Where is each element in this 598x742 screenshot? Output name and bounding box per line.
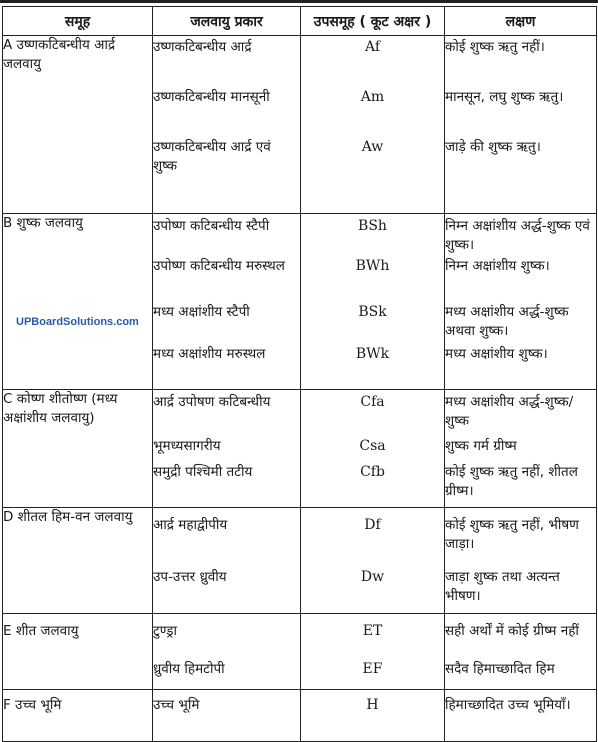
climate-code: Cfa [360,394,385,410]
climate-code: Dw [360,569,385,585]
header-code: उपसमूह ( कूट अक्षर ) [301,7,445,36]
climate-type-cell [153,390,301,508]
group-name: F उच्च भूमि [3,690,153,742]
feature-cell [445,36,597,214]
climate-code: ET [362,623,383,639]
table-row-group-a [3,36,597,214]
climate-feature: मध्य अक्षांशीय अर्द्ध-शुष्क अथवा शुष्क। [445,304,569,339]
table-row-group-d [3,508,597,614]
climate-code: H [366,697,379,713]
table-row-group-c [3,390,597,508]
group-name: B शुष्क जलवायु [3,214,153,390]
header-features: लक्षण [445,7,597,36]
code-cell [301,508,445,614]
watermark: UPBoardSolutions.com [16,316,139,328]
group-name: C कोष्ण शीतोष्ण (मध्य अक्षांशीय जलवायु) [3,390,153,508]
climate-type-cell [153,690,301,742]
group-name: A उष्णकटिबन्धीय आर्द्र जलवायु [3,36,153,214]
header-climate-type: जलवायु प्रकार [153,7,301,36]
climate-type: उच्च भूमि [153,697,200,713]
climate-type-cell [153,614,301,690]
climate-type: टुण्ड्रा [153,623,177,639]
climate-code: EF [362,661,383,677]
top-rule [0,0,598,3]
climate-code: Cfb [360,464,385,480]
header-group: समूह [3,7,153,36]
climate-feature: शुष्क गर्म ग्रीष्म [445,438,517,454]
climate-code: Am [360,89,385,105]
climate-feature: कोई शुष्क ऋतु नहीं। [445,39,545,55]
climate-feature: सदैव हिमाच्छादित हिम [445,661,555,677]
climate-type-cell [153,214,301,390]
climate-feature: मानसून, लघु शुष्क ऋतु। [445,89,564,105]
climate-feature: जाड़े की शुष्क ऋतु। [445,139,541,155]
climate-type: मध्य अक्षांशीय स्टैपी [153,304,250,320]
climate-feature: कोई शुष्क ऋतु नहीं, भीषण जाड़ा। [445,517,579,552]
table-row-group-b [3,214,597,390]
climate-classification-table [2,6,597,742]
climate-type: भूमध्यसागरीय [153,438,221,454]
feature-cell [445,214,597,390]
code-cell [301,690,445,742]
climate-type: उष्णकटिबन्धीय आर्द्र एवं शुष्क [153,139,271,174]
climate-feature: निम्न अक्षांशीय अर्द्ध-शुष्क एवं शुष्क। [445,218,590,253]
code-cell [301,614,445,690]
climate-code: Csa [359,438,386,454]
climate-feature: सही अर्थों में कोई ग्रीष्म नहीं [445,623,579,639]
climate-type: समुद्री पश्चिमी तटीय [153,464,253,480]
climate-type: आर्द्र उपोषण कटिबन्धीय [153,394,271,410]
climate-feature: हिमाच्छादित उच्च भूमियाँ। [445,697,571,713]
feature-cell [445,690,597,742]
climate-code: Aw [361,139,384,155]
group-name: D शीतल हिम-वन जलवायु [3,508,153,614]
group-name: E शीत जलवायु [3,614,153,690]
climate-code: BWh [355,258,390,274]
climate-type: उपोष्ण कटिबन्धीय स्टैपी [153,218,270,234]
code-cell [301,214,445,390]
code-cell [301,390,445,508]
climate-code: BSk [358,304,387,320]
climate-code: Af [364,39,381,55]
climate-type: मध्य अक्षांशीय मरुस्थल [153,346,266,362]
climate-type: ध्रुवीय हिमटोपी [153,661,225,677]
climate-type: उष्णकटिबन्धीय मानसूनी [153,89,270,105]
climate-type: उष्णकटिबन्धीय आर्द्र [153,39,252,55]
climate-type: उप-उत्तर ध्रुवीय [153,569,227,585]
climate-type-cell [153,508,301,614]
table-row-group-f [3,690,597,742]
climate-type-cell [153,36,301,214]
feature-cell [445,614,597,690]
table-row-group-e [3,614,597,690]
feature-cell [445,390,597,508]
feature-cell [445,508,597,614]
table-header-row [3,7,597,36]
climate-feature: जाड़ा शुष्क तथा अत्यन्त भीषण। [445,569,560,604]
climate-type: उपोष्ण कटिबन्धीय मरुस्थल [153,258,285,274]
climate-code: BSh [358,218,387,234]
climate-type: आर्द्र महाद्वीपीय [153,517,228,533]
climate-feature: निम्न अक्षांशीय शुष्क। [445,258,550,274]
climate-feature: मध्य अक्षांशीय अर्द्ध-शुष्क/शुष्क [445,394,574,429]
climate-feature: मध्य अक्षांशीय शुष्क। [445,346,548,362]
code-cell [301,36,445,214]
climate-code: Df [364,517,381,533]
climate-code: BWk [355,346,390,362]
climate-feature: कोई शुष्क ऋतु नहीं, शीतल ग्रीष्म। [445,464,578,499]
